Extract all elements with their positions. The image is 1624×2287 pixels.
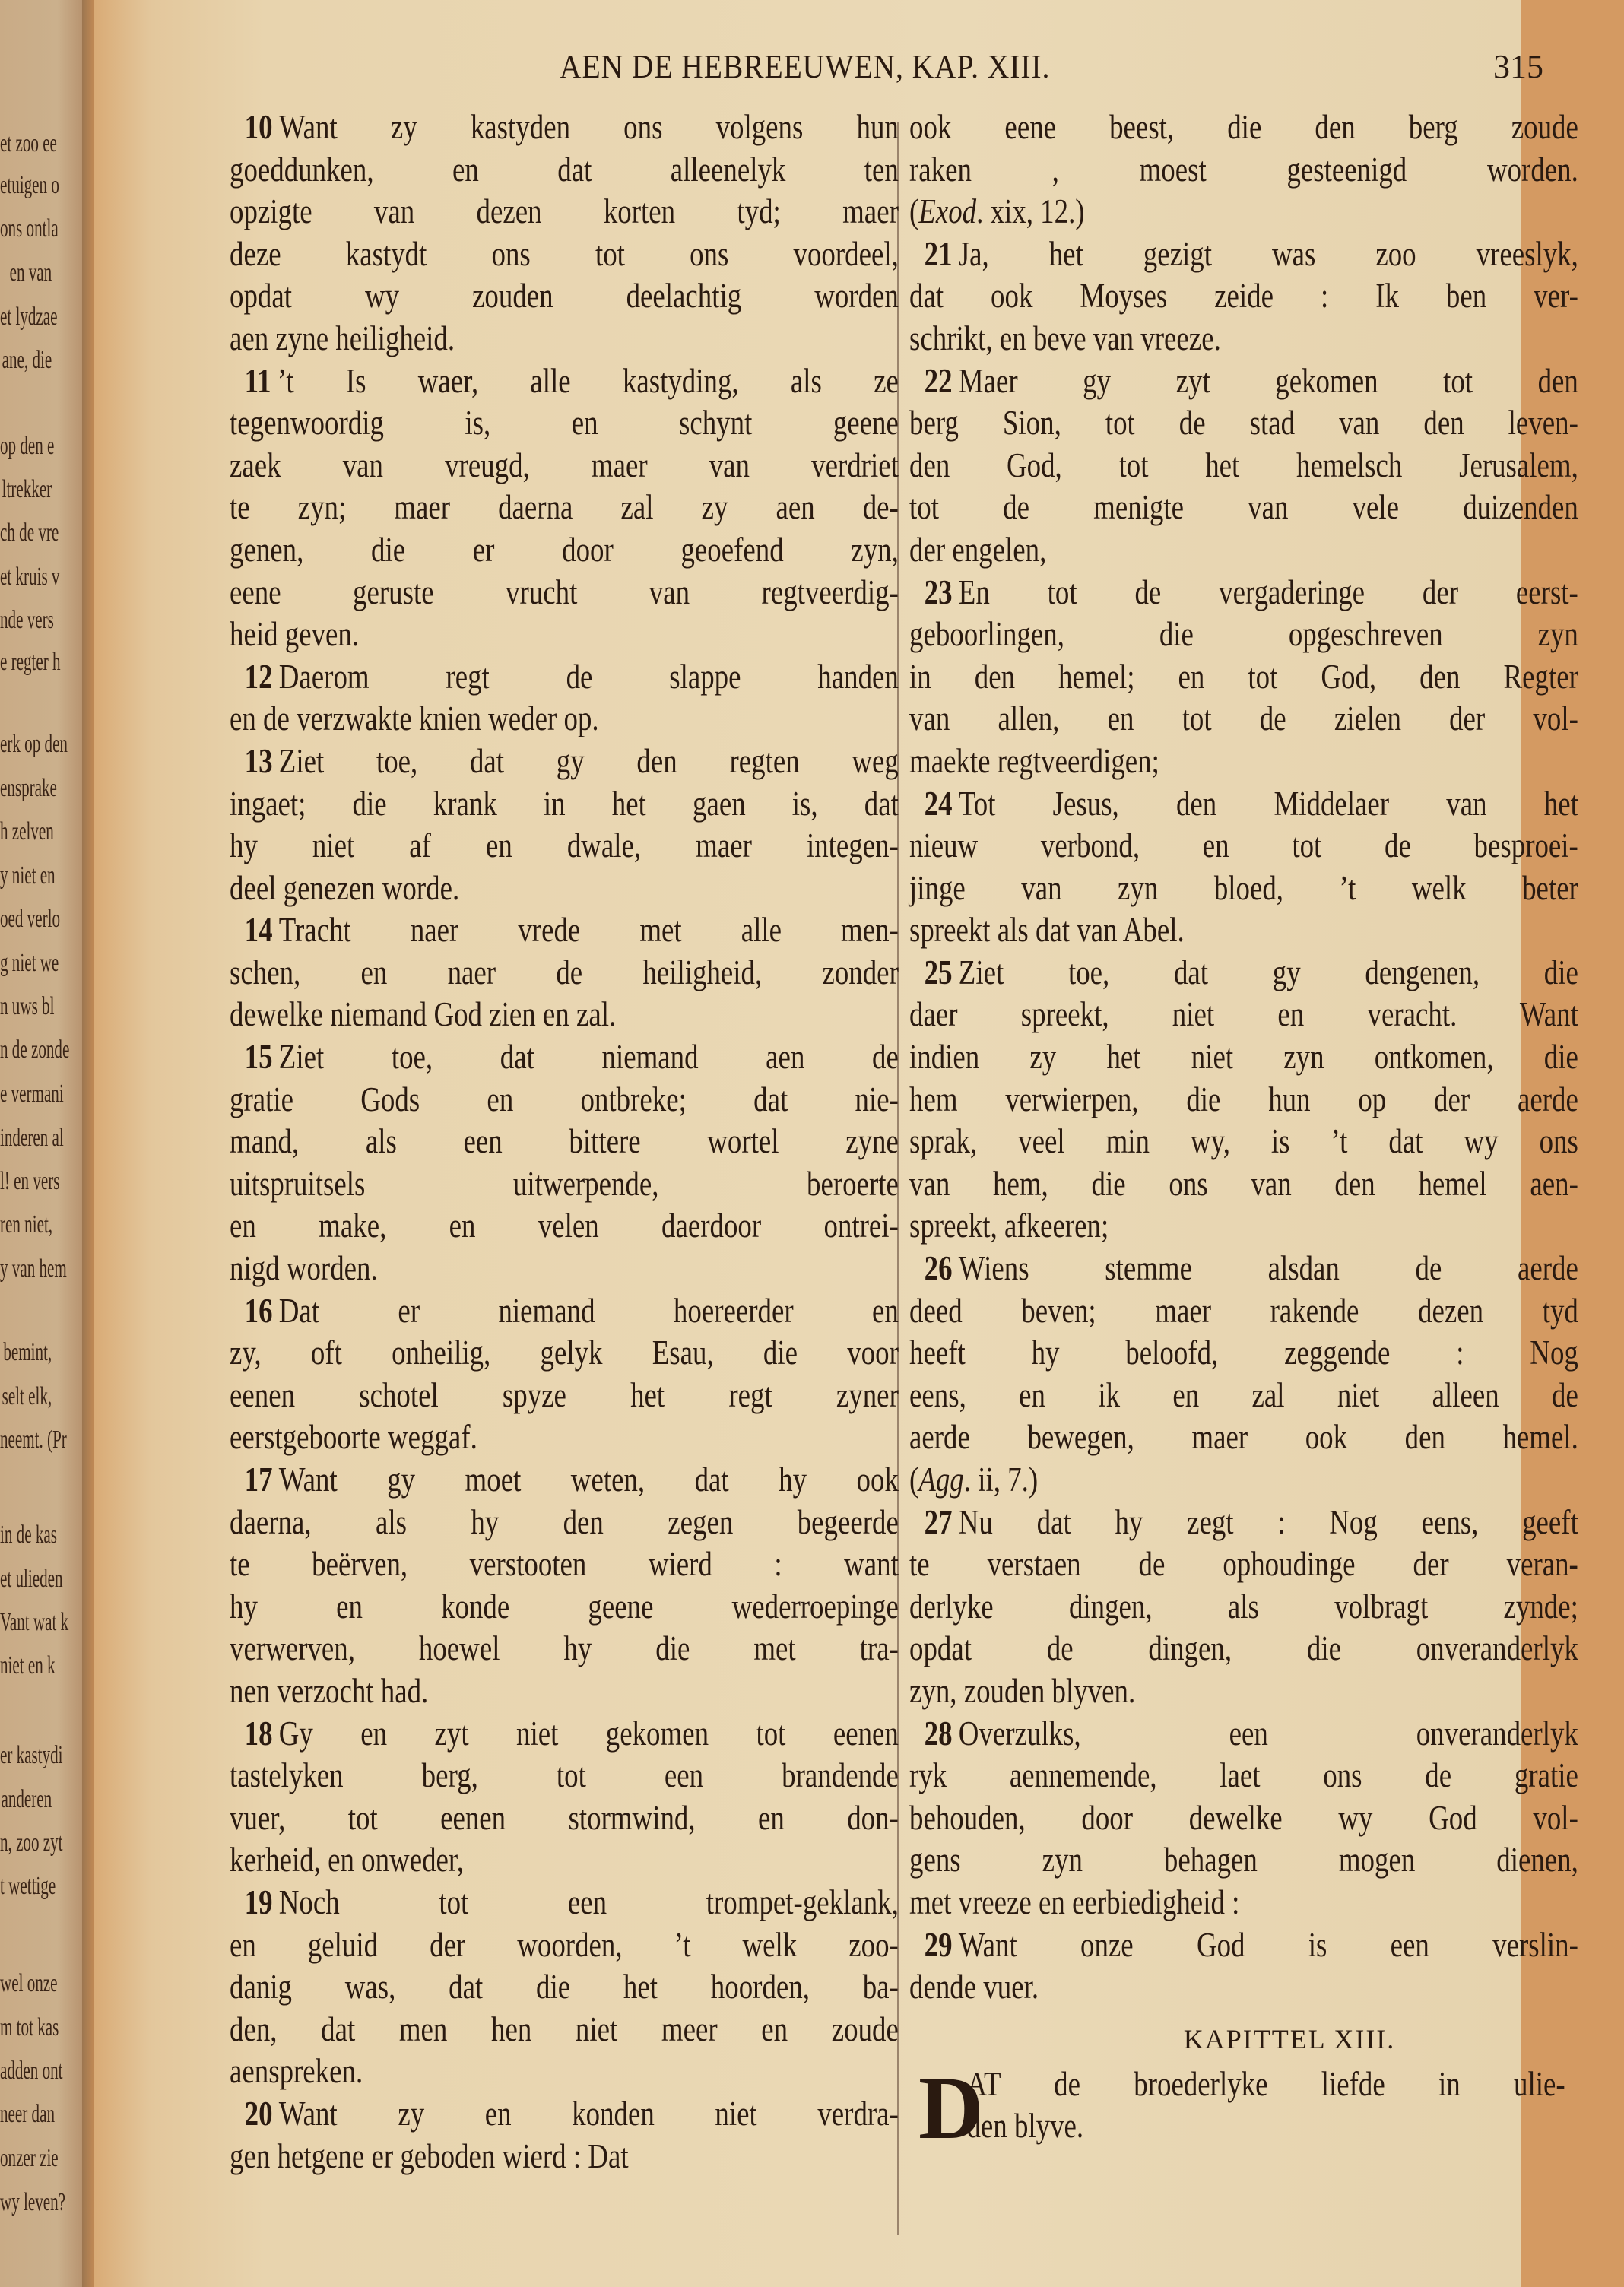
line-text: schrikt, en beve van vreeze. — [909, 319, 1221, 357]
facing-page-line: n, zoo zyt — [0, 1829, 63, 1857]
verse-11 — [230, 360, 899, 656]
line-text: raken , moest gesteenigd worden. — [909, 150, 1578, 189]
text-line — [230, 572, 899, 614]
text-line — [909, 402, 1578, 445]
text-line — [230, 233, 899, 276]
text-line — [909, 149, 1578, 192]
facing-page-line: ensprake — [0, 774, 57, 802]
verse-number: 27 — [924, 1502, 953, 1541]
verse-number: 21 — [924, 234, 953, 273]
verse-25 — [909, 952, 1578, 1248]
line-text: dewelke niemand God zien en zal. — [230, 995, 617, 1034]
facing-page-line: onzer zie — [0, 2144, 59, 2172]
text-line — [230, 402, 899, 445]
book-gutter — [82, 0, 94, 2287]
line-text: zyn, zouden blyven. — [909, 1671, 1136, 1710]
text-line — [909, 572, 1578, 614]
text-line — [909, 1121, 1578, 1163]
line-text: hy niet af en dwale, maer integen- — [230, 826, 899, 865]
facing-page-line: et kruis v — [0, 563, 60, 591]
text-line — [909, 2063, 1565, 2106]
line-text: en make, en velen daerdoor ontrei- — [230, 1207, 899, 1245]
ref-book: Agg — [918, 1461, 964, 1499]
text-line — [230, 1586, 899, 1629]
text-line — [230, 698, 899, 741]
text-line — [230, 1628, 899, 1670]
text-line — [230, 1670, 899, 1713]
line-text: Gy en zyt niet gekomen tot eenen — [278, 1714, 899, 1753]
verse-number: 10 — [244, 108, 273, 146]
line-text: nigd worden. — [230, 1249, 378, 1288]
text-line — [909, 994, 1578, 1036]
text-line — [230, 149, 899, 192]
scripture-reference — [909, 191, 1578, 233]
line-text: kerheid, en onweder, — [230, 1841, 464, 1879]
line-text: eenen schotel spyze het regt zyner — [230, 1375, 899, 1414]
line-text: gen hetgene er geboden wierd : Dat — [230, 2136, 629, 2175]
facing-page-line: etuigen o — [0, 171, 59, 199]
facing-page-line: e vermani — [0, 1080, 64, 1108]
text-line — [230, 783, 899, 826]
text-line — [909, 1543, 1578, 1586]
facing-page-line: et lydzae — [0, 303, 58, 331]
line-text: en geluid der woorden, ’t welk zoo- — [230, 1925, 899, 1964]
verse-number: 23 — [924, 573, 953, 611]
line-text: tot de menigte van vele duizenden — [909, 488, 1578, 527]
verse-21 — [909, 233, 1578, 360]
verse-number: 29 — [924, 1925, 953, 1964]
line-text: indien zy het niet zyn ontkomen, die — [909, 1038, 1578, 1077]
facing-page-line: wel onze — [0, 1969, 58, 1997]
facing-page-line: niet en k — [0, 1651, 56, 1680]
book-page — [94, 0, 1578, 2287]
text-line — [230, 1924, 899, 1967]
text-line — [909, 1502, 1578, 1544]
line-text: verwerven, hoewel hy die met tra- — [230, 1629, 899, 1668]
facing-page-line: adden ont — [0, 2057, 63, 2085]
page-number: 315 — [1493, 48, 1543, 85]
text-line — [909, 1839, 1578, 1882]
text-line — [909, 1670, 1578, 1713]
verse-number: 26 — [924, 1249, 953, 1288]
line-text: nen verzocht had. — [230, 1671, 429, 1710]
text-line — [230, 318, 899, 360]
text-line — [230, 1502, 899, 1544]
verse-number: 16 — [244, 1291, 273, 1330]
facing-page-line: ren niet, — [0, 1210, 53, 1239]
line-text: maekte regtveerdigen; — [909, 741, 1159, 780]
line-text: opdat de dingen, die onveranderlyk — [909, 1629, 1578, 1668]
text-line — [909, 783, 1578, 826]
text-line — [909, 868, 1578, 910]
text-line — [909, 1036, 1578, 1079]
line-text: Want onze God is een verslin- — [958, 1925, 1578, 1964]
text-line — [909, 698, 1578, 741]
left-column — [230, 106, 899, 2178]
line-text: te beërven, verstooten wierd : want — [230, 1545, 899, 1584]
facing-page-line: h zelven — [0, 817, 54, 845]
ref-rest: . ii, 7.) — [963, 1461, 1039, 1499]
facing-page-line: l! en vers — [0, 1167, 60, 1195]
line-text: Tracht naer vrede met alle men- — [278, 911, 899, 950]
facing-page-line: ane, die — [2, 346, 52, 374]
line-text: derlyke dingen, als volbragt zynde; — [909, 1587, 1578, 1626]
facing-page-line: en van — [9, 259, 52, 287]
text-line — [230, 1079, 899, 1121]
verse-12 — [230, 656, 899, 741]
text-line — [230, 529, 899, 572]
verse-number: 24 — [924, 784, 953, 823]
verse-number: 11 — [244, 361, 271, 400]
text-line — [909, 741, 1578, 783]
facing-page-line: selt elk, — [2, 1382, 52, 1410]
facing-page-line: ltrekker — [2, 475, 52, 503]
verse-27 — [909, 1502, 1578, 1713]
line-text: Want zy en konden niet verdra- — [278, 2094, 899, 2133]
text-line — [230, 1882, 899, 1924]
line-text: deed beven; maer rakende dezen tyd — [909, 1291, 1578, 1330]
verse-continued — [909, 106, 1578, 233]
line-text: in den hemel; en tot God, den Regter — [909, 657, 1578, 696]
scripture-reference — [909, 1459, 1578, 1502]
ref-open: ( — [909, 1461, 919, 1499]
verse-10 — [230, 106, 899, 360]
line-text: den God, tot het hemelsch Jerusalem, — [909, 446, 1578, 484]
line-text: van allen, en tot de zielen der vol- — [909, 699, 1578, 738]
line-text: Wiens stemme alsdan de aerde — [958, 1249, 1578, 1288]
text-line — [909, 487, 1578, 529]
line-text: deze kastydt ons tot ons voordeel, — [230, 234, 899, 273]
verse-number: 13 — [244, 741, 273, 780]
line-text: behouden, door dewelke wy God vol- — [909, 1798, 1578, 1837]
line-text: aenspreken. — [230, 2052, 363, 2091]
line-text: Noch tot een trompet-geklank, — [278, 1883, 899, 1921]
text-line — [230, 1966, 899, 2009]
line-text: Dat er niemand hoereerder en — [278, 1291, 899, 1330]
line-text: AT de broederlyke liefde in ulie- — [966, 2064, 1565, 2103]
text-line — [230, 1755, 899, 1797]
verse-number: 22 — [924, 361, 953, 400]
text-line — [230, 614, 899, 656]
line-text: Ziet toe, dat gy den regten weg — [278, 741, 899, 780]
facing-page-line: er kastydi — [0, 1741, 63, 1769]
facing-page-line: bemint, — [3, 1338, 52, 1366]
verse-number: 25 — [924, 953, 953, 991]
line-text: en de verzwakte knien weder op. — [230, 699, 599, 738]
ref-book: Exod — [918, 192, 977, 231]
facing-page-line: y van hem — [0, 1255, 67, 1283]
text-line — [230, 1416, 899, 1459]
line-text: hem verwierpen, die hun op der aerde — [909, 1080, 1578, 1118]
text-line — [909, 445, 1578, 487]
facing-page-line: ons ontla — [0, 214, 59, 243]
facing-page-line: op den e — [0, 432, 55, 460]
text-line — [230, 2136, 899, 2178]
right-column — [909, 106, 1578, 2158]
text-line — [230, 1375, 899, 1417]
text-line — [909, 1966, 1578, 2009]
line-text: zaek van vreugd, maer van verdriet — [230, 446, 899, 484]
line-text: sprak, veel min wy, is ’t dat wy ons — [909, 1122, 1578, 1161]
line-text: gens zyn behagen mogen dienen, — [909, 1841, 1578, 1879]
facing-page-line: anderen — [1, 1785, 52, 1813]
line-text: ’t Is waer, alle kastyding, als ze — [277, 361, 899, 400]
text-line — [909, 909, 1578, 952]
line-text: Nu dat hy zegt : Nog eens, geeft — [958, 1502, 1578, 1541]
text-line — [230, 952, 899, 994]
text-line — [230, 1332, 899, 1375]
verse-number: 12 — [244, 657, 273, 696]
text-line — [230, 360, 899, 403]
facing-page-line: m tot kas — [0, 2013, 59, 2041]
facing-page-line: y niet en — [0, 861, 56, 890]
text-line — [909, 1248, 1578, 1290]
facing-page-line: neer dan — [0, 2100, 55, 2128]
line-text: te zyn; maer daerna zal zy aen de- — [230, 488, 899, 527]
text-line — [909, 1205, 1578, 1248]
line-text: gratie Gods en ontbreke; dat nie- — [230, 1080, 899, 1118]
text-line — [230, 825, 899, 868]
text-line — [909, 233, 1578, 276]
verse-18 — [230, 1713, 899, 1882]
text-line — [230, 1290, 899, 1333]
line-text: Tot Jesus, den Middelaer van het — [958, 784, 1578, 823]
text-line — [230, 909, 899, 952]
facing-page-line: erk op den — [0, 730, 68, 758]
line-text: Ja, het gezigt was zoo vreeslyk, — [958, 234, 1578, 273]
text-line — [230, 445, 899, 487]
line-text: Overzulks, een onveranderlyk — [958, 1714, 1578, 1753]
text-line — [230, 106, 899, 149]
ref-open: ( — [909, 192, 919, 231]
line-text: met vreeze en eerbiedigheid : — [909, 1883, 1240, 1921]
text-line — [230, 2009, 899, 2051]
text-line — [230, 741, 899, 783]
text-line — [230, 1121, 899, 1163]
text-line — [230, 2051, 899, 2093]
facing-page-line: g niet we — [0, 949, 59, 977]
running-head: AEN DE HEBREEUWEN, KAP. XIII. — [560, 48, 1051, 85]
line-text: dat ook Moyses zeide : Ik ben ver- — [909, 277, 1578, 316]
line-text: aen zyne heiligheid. — [230, 319, 455, 357]
verse-26 — [909, 1248, 1578, 1502]
text-line — [230, 1459, 899, 1502]
text-line — [909, 1628, 1578, 1670]
line-text: tegenwoordig is, en schynt geene — [230, 404, 899, 442]
text-line — [909, 1332, 1578, 1375]
facing-page-line: t wettige — [0, 1872, 56, 1900]
ref-rest: . xix, 12.) — [976, 192, 1085, 231]
text-line — [909, 2105, 1565, 2148]
line-text: En tot de vergaderinge der eerst- — [958, 573, 1578, 611]
line-text: uitspruitsels uitwerpende, beroerte — [230, 1164, 899, 1203]
line-text: vuer, tot eenen stormwind, en don- — [230, 1798, 899, 1837]
text-line — [230, 1713, 899, 1756]
line-text: Want gy moet weten, dat hy ook — [278, 1461, 899, 1499]
line-text: den, dat men hen niet meer en zoude — [230, 2009, 899, 2048]
verse-14 — [230, 909, 899, 1036]
text-line — [230, 487, 899, 529]
facing-page-line: oed verlo — [0, 905, 61, 933]
line-text: ingaet; die krank in het gaen is, dat — [230, 784, 899, 823]
verse-22 — [909, 360, 1578, 572]
text-line — [909, 1079, 1578, 1121]
text-line — [909, 656, 1578, 699]
facing-page-line: neemt. (Pr — [0, 1426, 67, 1454]
text-line — [230, 275, 899, 318]
line-text: mand, als een bittere wortel zyne — [230, 1122, 899, 1161]
line-text: deel genezen worde. — [230, 868, 460, 907]
line-text: berg Sion, tot de stad van den leven- — [909, 404, 1578, 442]
text-line — [909, 952, 1578, 994]
text-line — [909, 318, 1578, 360]
verse-17 — [230, 1459, 899, 1713]
text-line — [230, 1036, 899, 1079]
text-line — [230, 1248, 899, 1290]
text-line — [909, 529, 1578, 572]
line-text: eene geruste vrucht van regtveerdig- — [230, 573, 899, 611]
line-text: ook eene beest, die den berg zoude — [909, 108, 1578, 146]
line-text: eerstgeboorte weggaf. — [230, 1418, 477, 1457]
chapter-heading: KAPITTEL XIII. — [1183, 2023, 1396, 2054]
verse-number: 20 — [244, 2094, 273, 2133]
verse-19 — [230, 1882, 899, 2093]
verse-28 — [909, 1713, 1578, 1924]
line-text: tastelyken berg, tot een brandende — [230, 1756, 899, 1795]
line-text: te verstaen de ophoudinge der veran- — [909, 1545, 1578, 1584]
line-text: zy, oft onheilig, gelyk Esau, die voor — [230, 1334, 899, 1372]
facing-page-line: wy leven? — [0, 2188, 66, 2216]
line-text: Ziet toe, dat niemand aen de — [278, 1038, 899, 1077]
line-text: dende vuer. — [909, 1968, 1039, 2006]
line-text: jinge van zyn bloed, ’t welk beter — [909, 868, 1578, 907]
facing-page-line: nde vers — [0, 606, 54, 634]
line-text: heeft hy beloofd, zeggende : Nog — [909, 1334, 1578, 1372]
facing-page-edge — [0, 0, 82, 2287]
text-line — [909, 1797, 1578, 1840]
line-text: hy en konde geene wederroepinge — [230, 1587, 899, 1626]
line-text: den blyve. — [966, 2107, 1084, 2146]
facing-page-line: ch de vre — [0, 519, 59, 547]
line-text: nieuw verbond, en tot de besproei- — [909, 826, 1578, 865]
text-line — [230, 868, 899, 910]
line-text: spreekt als dat van Abel. — [909, 911, 1185, 950]
facing-page-line: n uws bl — [0, 992, 55, 1020]
verse-23 — [909, 572, 1578, 783]
line-text: spreekt, afkeeren; — [909, 1207, 1109, 1245]
facing-page-line: et ulieden — [0, 1565, 63, 1593]
facing-page-line: inderen al — [0, 1124, 64, 1152]
line-text: Daerom regt de slappe handen — [278, 657, 899, 696]
text-line — [230, 1839, 899, 1882]
verse-15 — [230, 1036, 899, 1290]
facing-page-line: n de zonde — [0, 1036, 70, 1064]
text-line — [909, 1290, 1578, 1333]
line-text: opzigte van dezen korten tyd; maer — [230, 192, 899, 231]
text-line — [909, 1882, 1578, 1924]
text-line — [909, 360, 1578, 403]
verse-29 — [909, 1924, 1578, 2009]
line-text: genen, die er door geoefend zyn, — [230, 530, 899, 569]
facing-page-line: e regter h — [0, 648, 61, 676]
facing-page-line: Vant wat k — [0, 1608, 69, 1636]
line-text: Maer gy zyt gekomen tot den — [958, 361, 1578, 400]
line-text: heid geven. — [230, 615, 360, 654]
text-line — [230, 994, 899, 1036]
text-line — [230, 1205, 899, 1248]
line-text: opdat wy zouden deelachtig worden — [230, 277, 899, 316]
line-text: Want zy kastyden ons volgens hun — [278, 108, 899, 146]
line-text: schen, en naer de heiligheid, zonder — [230, 953, 899, 991]
line-text: geboorlingen, die opgeschreven zyn — [909, 615, 1578, 654]
text-line — [909, 275, 1578, 318]
drop-cap: D — [918, 2057, 984, 2158]
line-text: goeddunken, en dat alleenelyk ten — [230, 150, 899, 189]
verse-number: 28 — [924, 1714, 953, 1753]
text-line — [909, 614, 1578, 656]
line-text: eens, en ik en zal niet alleen de — [909, 1375, 1578, 1414]
line-text: van hem, die ons van den hemel aen- — [909, 1164, 1578, 1203]
verse-24 — [909, 783, 1578, 952]
text-line — [230, 2093, 899, 2136]
line-text: daer spreekt, niet en veracht. Want — [909, 995, 1578, 1034]
text-line — [909, 1924, 1578, 1967]
text-line — [909, 1163, 1578, 1206]
line-text: daerna, als hy den zegen begeerde — [230, 1502, 899, 1541]
verse-number: 15 — [244, 1038, 273, 1077]
text-line — [909, 1713, 1578, 1756]
verse-20 — [230, 2093, 899, 2178]
line-text: danig was, dat die het hoorden, ba- — [230, 1968, 899, 2006]
line-text: aerde bewegen, maer ook den hemel. — [909, 1418, 1578, 1457]
text-line — [909, 1416, 1578, 1459]
line-text: ryk aennemende, laet ons de gratie — [909, 1756, 1578, 1795]
verse-number: 19 — [244, 1883, 273, 1921]
chapter-opening — [909, 2057, 1578, 2158]
text-line — [909, 106, 1578, 149]
text-line — [909, 1586, 1578, 1629]
verse-number: 18 — [244, 1714, 273, 1753]
text-line — [909, 1375, 1578, 1417]
line-text: der engelen, — [909, 530, 1047, 569]
facing-page-line: in de kas — [0, 1521, 57, 1549]
verse-16 — [230, 1290, 899, 1459]
text-line — [909, 825, 1578, 868]
text-line — [230, 1797, 899, 1840]
text-line — [230, 191, 899, 233]
text-line — [909, 1755, 1578, 1797]
line-text: Ziet toe, dat gy dengenen, die — [958, 953, 1578, 991]
facing-page-line: et zoo ee — [0, 129, 57, 157]
verse-13 — [230, 741, 899, 909]
text-line — [230, 1543, 899, 1586]
verse-number: 17 — [244, 1461, 273, 1499]
text-line — [230, 656, 899, 699]
text-line — [230, 1163, 899, 1206]
verse-number: 14 — [244, 911, 273, 950]
